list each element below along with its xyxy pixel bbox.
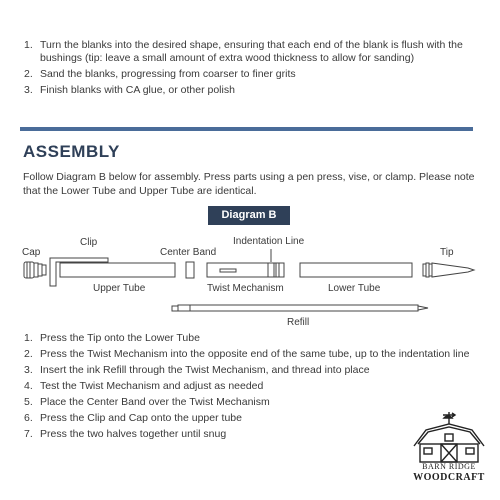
step-number: 7.	[24, 428, 33, 440]
label-cap: Cap	[22, 247, 41, 258]
label-tip: Tip	[440, 247, 454, 258]
list-item	[20, 412, 475, 425]
label-upper-tube: Upper Tube	[93, 283, 146, 294]
list-item	[20, 380, 475, 393]
lower-tube-part	[300, 263, 412, 277]
step-text: Test the Twist Mechanism and adjust as needed	[40, 380, 264, 392]
list-item	[20, 428, 475, 441]
cap-part	[24, 262, 46, 278]
label-clip: Clip	[80, 237, 98, 248]
list-item	[20, 332, 475, 345]
tip-part	[423, 263, 474, 277]
logo-line2: WOODCRAFT	[413, 472, 485, 483]
label-lower-tube: Lower Tube	[328, 283, 381, 294]
step-number: 3.	[24, 364, 33, 376]
list-item	[20, 396, 475, 409]
step-text: Place the Center Band over the Twist Mechanism	[40, 396, 270, 408]
step-text: Press the Clip and Cap onto the upper tube	[40, 412, 242, 424]
step-number: 3.	[24, 84, 33, 96]
step-number: 4.	[24, 380, 33, 392]
refill-part	[172, 305, 428, 311]
step-number: 5.	[24, 396, 33, 408]
step-text: Finish blanks with CA glue, or other polish	[40, 84, 235, 96]
step-number: 2.	[24, 68, 33, 80]
step-number: 1.	[24, 332, 33, 344]
section-title: ASSEMBLY	[23, 142, 120, 161]
center-band-part	[186, 262, 194, 278]
step-text: Press the Tip onto the Lower Tube	[40, 332, 200, 344]
step-text: Turn the blanks into the desired shape, ensuring that each end of the blank is flush with the bushings (tip: leave a small amount of extra wood thickness to allow for sanding)	[40, 39, 463, 64]
twist-mechanism-part	[207, 263, 284, 277]
upper-tube-part	[60, 263, 175, 277]
step-number: 1.	[24, 39, 33, 51]
label-refill: Refill	[287, 317, 310, 328]
list-item	[20, 364, 475, 377]
assembly-intro: Follow Diagram B below for assembly. Press parts using a pen press, vise, or clamp. Please note that the Lower Tube and Upper Tube are identical.	[23, 171, 475, 197]
label-center-band: Center Band	[160, 247, 217, 258]
label-indentation-line: Indentation Line	[233, 236, 305, 247]
step-text: Press the Twist Mechanism into the opposite end of the same tube, up to the indentation line	[40, 348, 470, 360]
step-text: Insert the ink Refill through the Twist Mechanism, and thread into place	[40, 364, 370, 376]
label-twist-mechanism: Twist Mechanism	[207, 283, 284, 294]
list-item	[20, 348, 475, 361]
logo-line1: BARN RIDGE	[422, 462, 476, 471]
step-number: 6.	[24, 412, 33, 424]
assembly-steps-list	[20, 332, 475, 444]
step-text: Press the two halves together until snug	[40, 428, 227, 440]
step-text: Sand the blanks, progressing from coarser to finer grits	[40, 68, 296, 80]
diagram-title: Diagram B	[208, 206, 290, 225]
step-number: 2.	[24, 348, 33, 360]
